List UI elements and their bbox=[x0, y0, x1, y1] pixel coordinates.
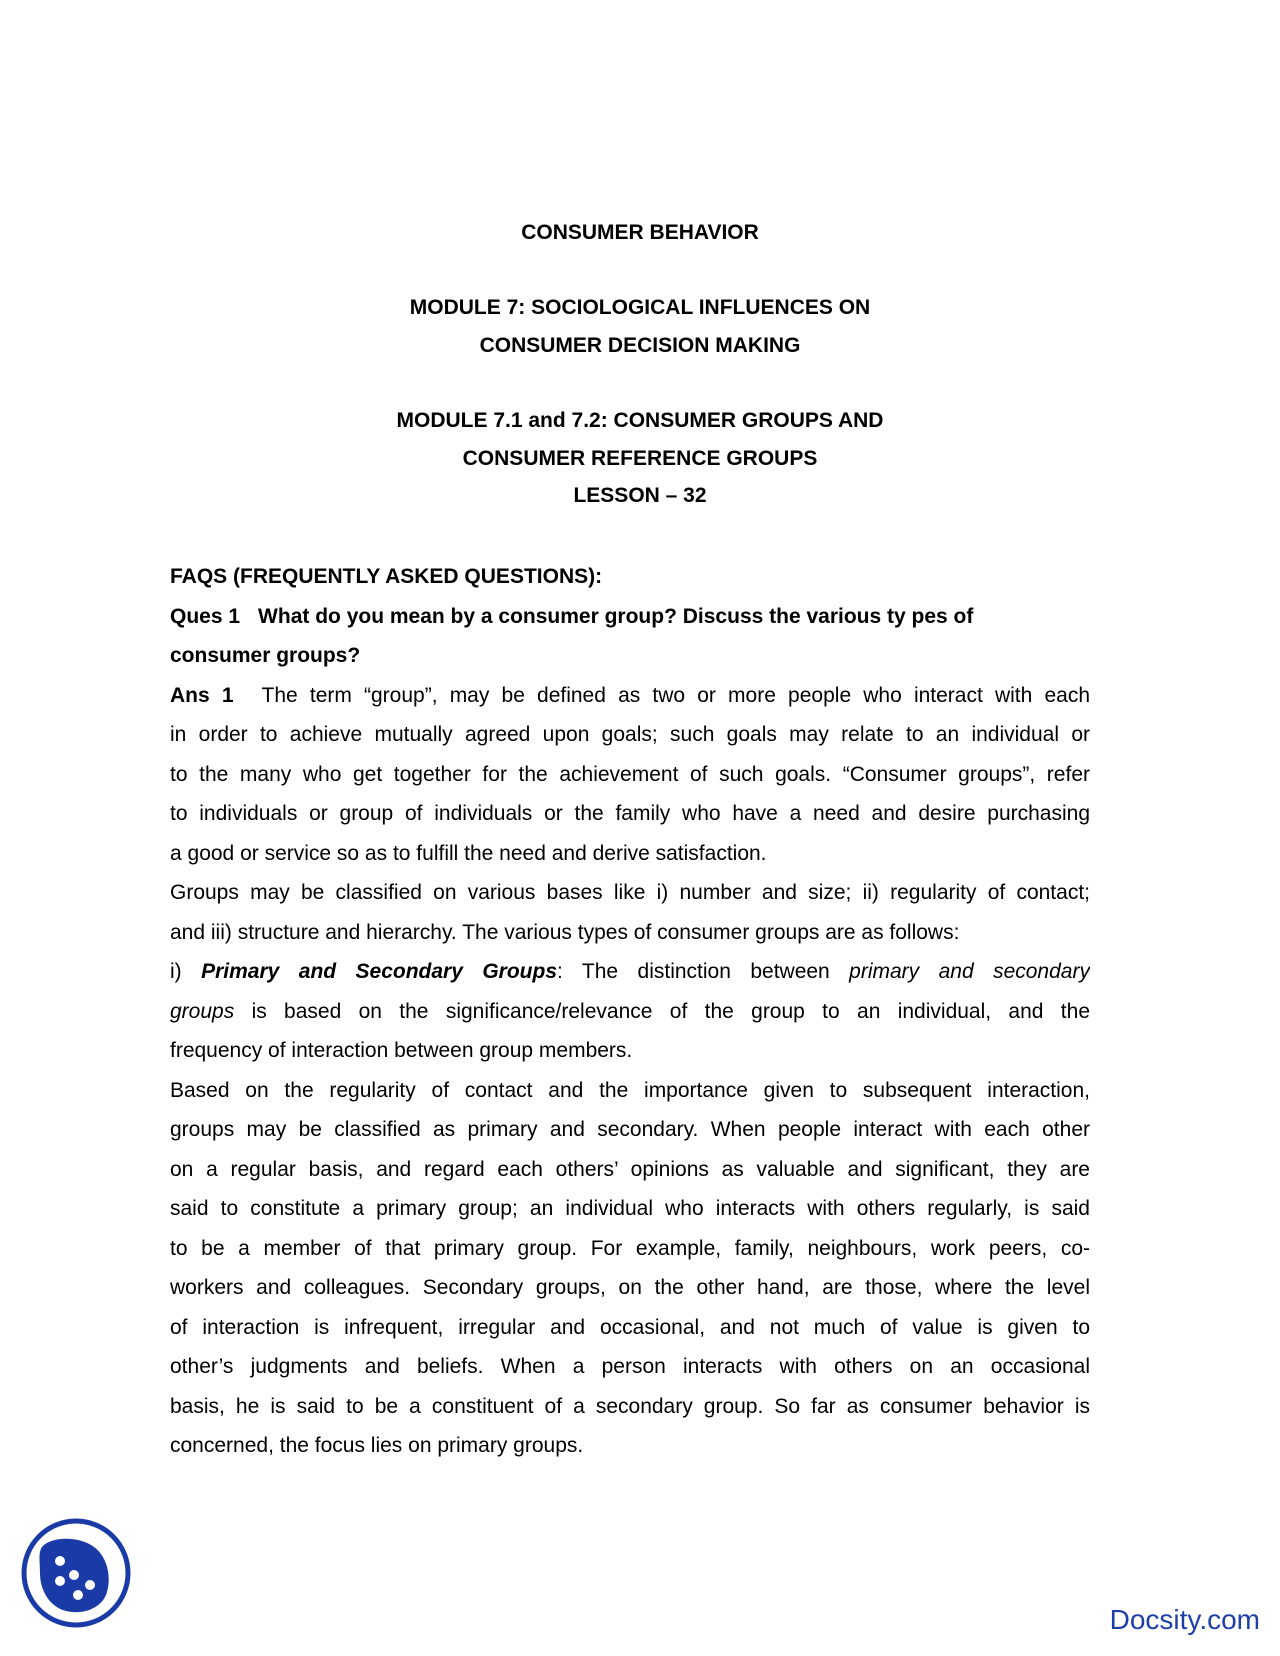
paragraph2-line7: of interaction is infrequent, irregular and occasional, and not much of value is given to bbox=[170, 1315, 1090, 1339]
primary-groups-line3: frequency of interaction between group members. bbox=[170, 1039, 633, 1062]
docsity-logo-icon[interactable] bbox=[20, 1517, 132, 1629]
paragraph2-line1: Based on the regularity of contact and the importance given to subsequent interaction, bbox=[170, 1078, 1090, 1102]
answer-text: The term “group”, may be defined as two or more people who interact with each bbox=[261, 683, 1090, 707]
primary-groups-term: Primary and Secondary Groups bbox=[201, 960, 558, 983]
answer-label: Ans 1 bbox=[170, 683, 234, 707]
question-text: What do you mean by a consumer group? Discuss the various ty pes of bbox=[258, 604, 974, 628]
primary-secondary-italic: primary and secondary bbox=[849, 960, 1090, 983]
paragraph2-line10: concerned, the focus lies on primary groups. bbox=[170, 1434, 584, 1457]
faq-heading: FAQS (FREQUENTLY ASKED QUESTIONS): bbox=[170, 565, 603, 588]
document-title: CONSUMER BEHAVIOR bbox=[521, 221, 759, 244]
question-label: Ques 1 bbox=[170, 604, 241, 628]
paragraph2-line2: groups may be classified as primary and secondary. When people interact with each other bbox=[170, 1118, 1090, 1141]
answer-line1 bbox=[170, 676, 1090, 716]
paragraph2-line9: basis, he is said to be a constituent of a secondary group. So far as consumer behavior is bbox=[170, 1394, 1090, 1418]
primary-groups-intro: : The distinction between bbox=[557, 960, 830, 983]
question-line2: consumer groups? bbox=[170, 644, 361, 667]
answer-line6: Groups may be classified on various bases like i) number and size; ii) regularity of contact; bbox=[170, 881, 1090, 904]
docsity-brand-link[interactable]: Docsity.com bbox=[1109, 1604, 1260, 1635]
module-heading-line2: CONSUMER DECISION MAKING bbox=[479, 334, 801, 357]
paragraph2-line3: on a regular basis, and regard each others’ opinions as valuable and significant, they are bbox=[170, 1157, 1090, 1181]
paragraph2-line8: other’s judgments and beliefs. When a person interacts with others on an occasional bbox=[170, 1355, 1090, 1378]
module-heading-line1: MODULE 7: SOCIOLOGICAL INFLUENCES ON bbox=[409, 296, 871, 319]
submodule-heading-line2: CONSUMER REFERENCE GROUPS bbox=[462, 447, 818, 470]
paragraph2-line5: to be a member of that primary group. For example, family, neighbours, work peers, co- bbox=[170, 1236, 1090, 1260]
paragraph2-line4: said to constitute a primary group; an individual who interacts with others regularly, is said bbox=[170, 1197, 1090, 1220]
list-marker: i) bbox=[170, 960, 182, 983]
submodule-heading-line1: MODULE 7.1 and 7.2: CONSUMER GROUPS AND bbox=[396, 409, 884, 432]
answer-line2: in order to achieve mutually agreed upon goals; such goals may relate to an individual or bbox=[170, 723, 1090, 746]
primary-groups-line2 bbox=[170, 992, 1090, 1032]
answer-line7: and iii) structure and hierarchy. The various types of consumer groups are as follows: bbox=[170, 920, 960, 944]
answer-line4: to individuals or group of individuals or the family who have a need and desire purchasing bbox=[170, 802, 1090, 825]
paragraph2-line6: workers and colleagues. Secondary groups, on the other hand, are those, where the level bbox=[170, 1276, 1090, 1299]
primary-groups-line1 bbox=[170, 952, 1090, 992]
primary-groups-desc: is based on the significance/relevance of the group to an individual, and the bbox=[251, 999, 1090, 1023]
answer-line3: to the many who get together for the achievement of such goals. “Consumer groups”, refer bbox=[170, 762, 1090, 786]
faq-section bbox=[170, 557, 1090, 1466]
question-line1 bbox=[170, 597, 1090, 637]
lesson-label: LESSON – 32 bbox=[573, 484, 707, 507]
answer-line5: a good or service so as to fulfill the need and derive satisfaction. bbox=[170, 841, 767, 865]
groups-italic: groups bbox=[170, 999, 235, 1023]
